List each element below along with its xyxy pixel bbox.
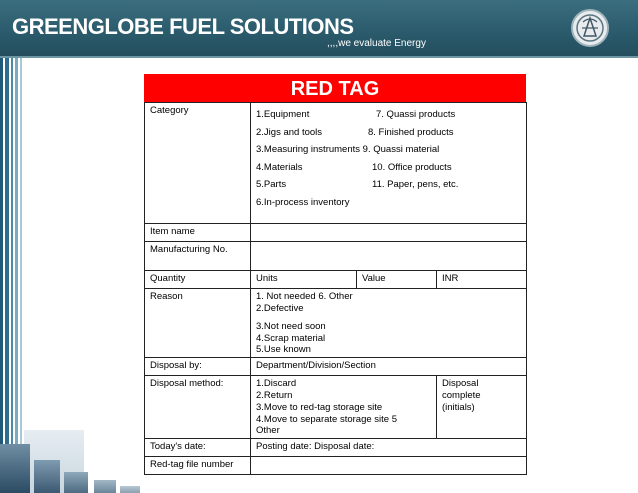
item-name-field[interactable] <box>251 224 527 242</box>
file-number-label: Red-tag file number <box>145 457 251 475</box>
disposal-by-label: Disposal by: <box>145 358 251 376</box>
red-tag-title: RED TAG <box>144 74 526 102</box>
reason-line: 5.Use known <box>256 344 311 355</box>
disposal-method-line: 4.Move to separate storage site 5 <box>256 414 397 425</box>
manufacturing-field[interactable] <box>251 242 527 271</box>
reason-line: 3.Not need soon <box>256 321 326 332</box>
disposal-complete-line: Disposal <box>442 378 479 389</box>
reason-line: 1. Not needed 6. Other <box>256 291 353 302</box>
quantity-units: Units <box>251 271 357 289</box>
category-options <box>251 103 527 224</box>
quantity-row <box>145 271 527 289</box>
file-number-field[interactable] <box>251 457 527 475</box>
category-line: 5.Parts 11. Paper, pens, etc. <box>256 179 459 190</box>
company-logo-icon <box>570 8 610 48</box>
disposal-method-options <box>251 376 437 439</box>
posting-disposal-date: Posting date: Disposal date: <box>251 439 527 457</box>
disposal-complete-cell <box>437 376 527 439</box>
disposal-method-row <box>145 376 527 439</box>
disposal-by-value: Department/Division/Section <box>251 358 527 376</box>
file-number-row <box>145 457 527 475</box>
disposal-method-line: 3.Move to red-tag storage site <box>256 402 383 413</box>
disposal-complete-line: (initials) <box>442 402 475 413</box>
todays-date-label: Today's date: <box>145 439 251 457</box>
category-line: 6.In-process inventory <box>256 196 350 208</box>
quantity-label: Quantity <box>145 271 251 289</box>
red-tag-form <box>144 74 526 475</box>
todays-date-row <box>145 439 527 457</box>
disposal-method-line: 2.Return <box>256 390 293 401</box>
category-line: 1.Equipment 7. Quassi products <box>256 109 456 120</box>
reason-row <box>145 289 527 358</box>
category-row <box>145 103 527 224</box>
header-banner <box>0 0 638 58</box>
reason-label: Reason <box>145 289 251 358</box>
category-label: Category <box>145 103 251 224</box>
category-line: 2.Jigs and tools 8. Finished products <box>256 126 454 138</box>
quantity-currency: INR <box>437 271 527 289</box>
quantity-value: Value <box>357 271 437 289</box>
category-line: 3.Measuring instruments 9. Quassi material <box>256 144 440 155</box>
disposal-method-label: Disposal method: <box>145 376 251 439</box>
reason-line: 2.Defective <box>256 303 304 314</box>
item-name-row <box>145 224 527 242</box>
disposal-by-row <box>145 358 527 376</box>
item-name-label: Item name <box>145 224 251 242</box>
disposal-complete-line: complete <box>442 390 481 401</box>
reason-line: 4.Scrap material <box>256 333 326 344</box>
manufacturing-label: Manufacturing No. <box>145 242 251 271</box>
reason-options <box>251 289 527 358</box>
disposal-method-line: 1.Discard <box>256 378 297 389</box>
company-tagline: ,,,,we evaluate Energy <box>327 38 426 49</box>
company-name: GREENGLOBE FUEL SOLUTIONS <box>12 14 354 39</box>
category-line: 4.Materials 10. Office products <box>256 161 452 173</box>
disposal-method-line: Other <box>256 425 280 436</box>
manufacturing-row <box>145 242 527 271</box>
red-tag-table <box>144 102 527 475</box>
